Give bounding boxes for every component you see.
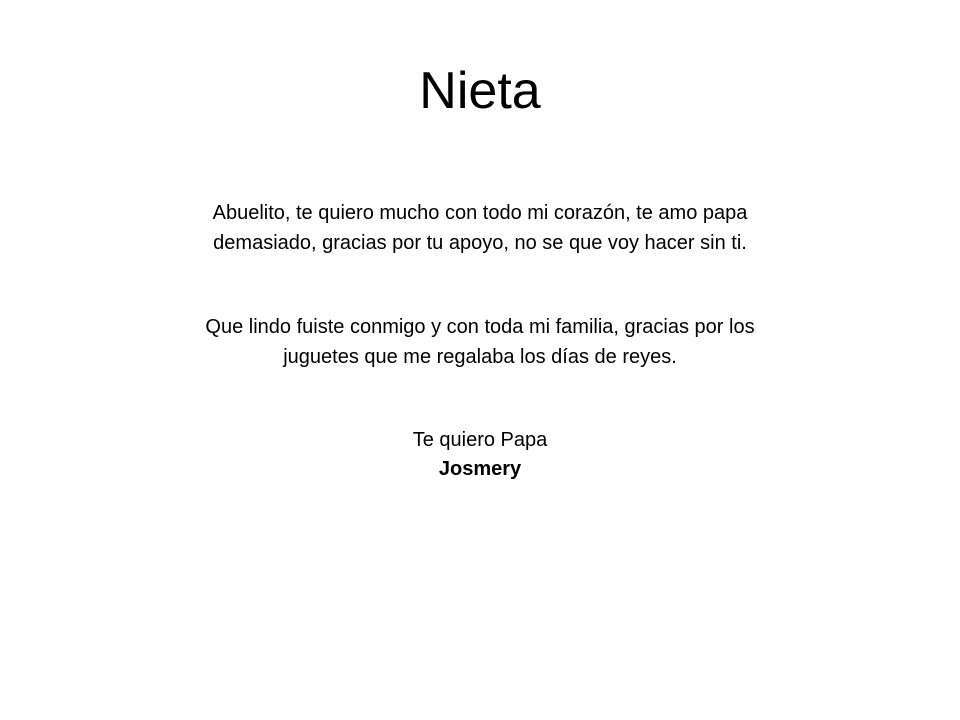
message-paragraph-1-line-1: Abuelito, te quiero mucho con todo mi corazón, te amo papa: [212, 202, 748, 224]
message-paragraph-1-line-2: demasiado, gracias por tu apoyo, no se que voy hacer sin ti.: [213, 232, 747, 254]
message-paragraph-2: [80, 312, 880, 372]
message-paragraph-2-line-2: juguetes que me regalaba los días de reyes.: [283, 346, 677, 368]
message-paragraph-1: [80, 198, 880, 258]
slide-title: Nieta: [419, 62, 541, 120]
message-paragraph-2-line-1: Que lindo fuiste conmigo y con toda mi familia, gracias por los: [205, 316, 755, 338]
signoff-line: Te quiero Papa: [412, 429, 548, 451]
signoff-name: Josmery: [438, 458, 522, 480]
signoff: [80, 426, 880, 484]
